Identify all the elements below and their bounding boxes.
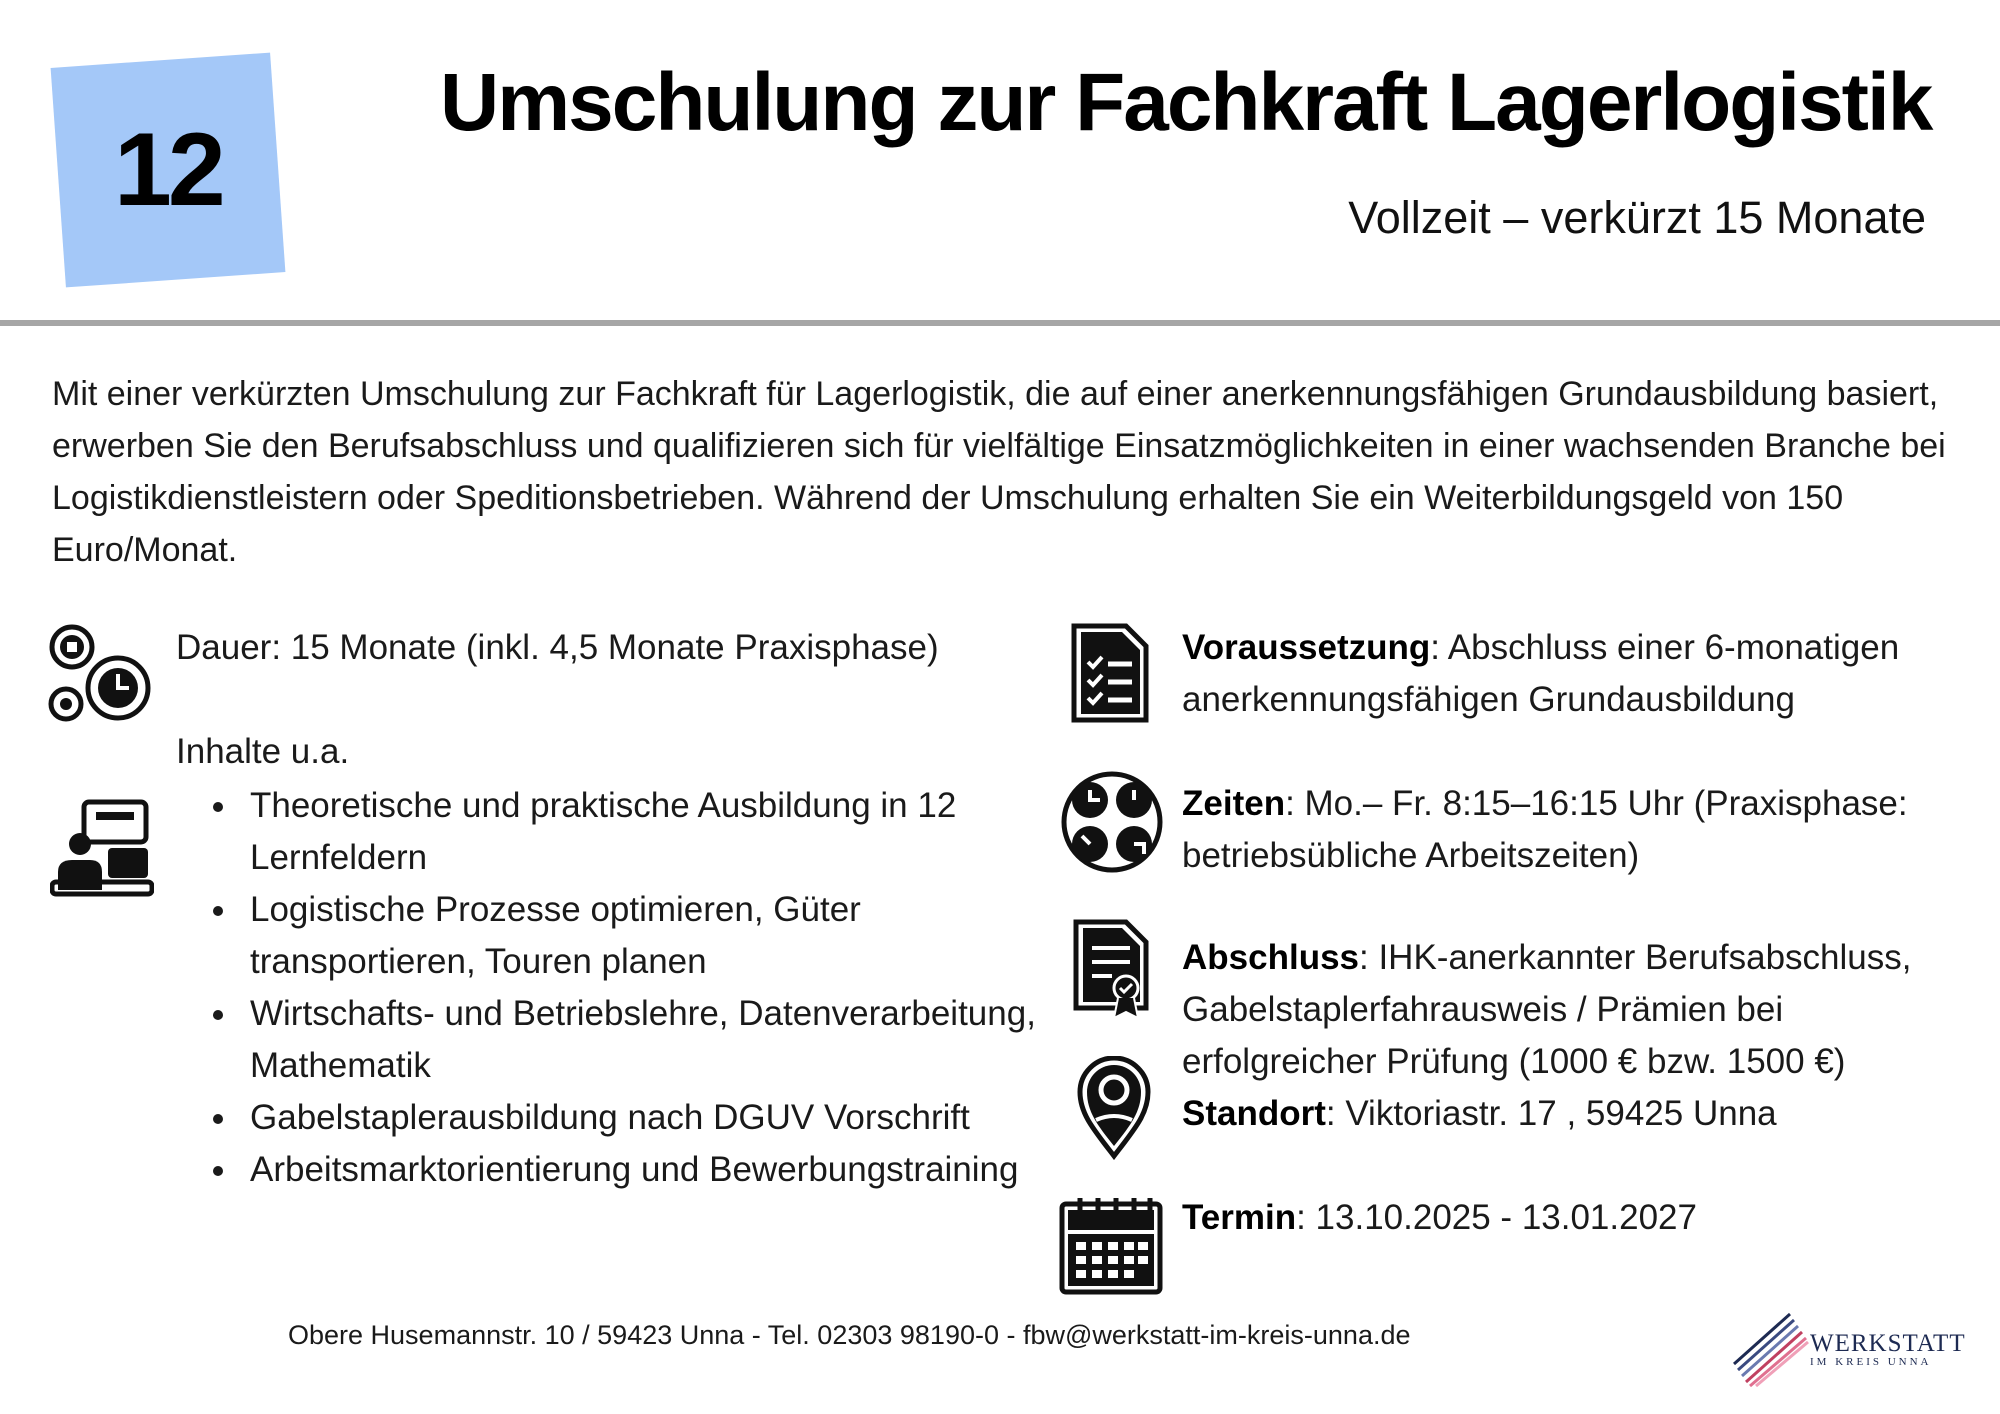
zeiten-text: : Mo.– Fr. 8:15–16:15 Uhr (Praxisphase: betriebsübliche Arbeitszeiten): [1182, 784, 1908, 875]
footer-contact: Obere Husemannstr. 10 / 59423 Unna - Tel. 02303 98190-0 - fbw@werkstatt-im-kreis-unna.de: [288, 1320, 1411, 1350]
logo-tagline: IM KREIS UNNA: [1810, 1356, 1932, 1368]
list-item: • Theoretische und praktische Ausbildung in 12 Lernfeldern: [240, 780, 1040, 884]
page-title: Umschulung zur Fachkraft Lagerlogistik: [440, 57, 1932, 148]
list-item: • Gabelstaplerausbildung nach DGUV Vorschrift: [240, 1092, 1040, 1144]
logo-name: WERKSTATT: [1810, 1330, 1966, 1357]
dauer-text: Dauer: 15 Monate (inkl. 4,5 Monate Praxisphase): [176, 628, 939, 667]
classroom-icon: [50, 798, 154, 898]
zeiten-block: [1182, 778, 1962, 882]
voraussetzung-text: : Abschluss einer 6-monatigen anerkennungsfähigen Grundausbildung: [1182, 628, 1900, 719]
termin-label: Termin: [1182, 1198, 1297, 1237]
abschluss-label: Abschluss: [1182, 938, 1359, 977]
location-pin-icon: [1076, 1056, 1152, 1160]
logo-text: [1810, 1330, 1966, 1368]
zeiten-label: Zeiten: [1182, 784, 1286, 823]
number-badge: [51, 53, 286, 288]
abschluss-block: [1182, 932, 1962, 1088]
list-item: • Logistische Prozesse optimieren, Güter transportieren, Touren planen: [240, 884, 1040, 988]
certificate-icon: [1072, 918, 1152, 1022]
inhalte-list: [196, 780, 1040, 1196]
gears-clock-icon: [48, 622, 154, 726]
standort-text: : Viktoriastr. 17 , 59425 Unna: [1325, 1094, 1777, 1133]
list-item: • Wirtschafts- und Betriebslehre, Datenverarbeitung, Mathematik: [240, 988, 1040, 1092]
voraussetzung-block: [1182, 622, 1962, 726]
termin-text: : 13.10.2025 - 13.01.2027: [1296, 1198, 1697, 1237]
abschluss-text: : IHK-anerkannter Berufsabschluss, Gabelstaplerfahrausweis / Prämien bei erfolgreicher Prüfung (1000 € bzw. 1500 €): [1182, 938, 1912, 1081]
standort-label: Standort: [1182, 1094, 1326, 1133]
voraussetzung-label: Voraussetzung: [1182, 628, 1431, 667]
header-divider: [0, 320, 2000, 326]
list-item: • Arbeitsmarktorientierung und Bewerbungstraining: [240, 1144, 1040, 1196]
termin-block: [1182, 1192, 1962, 1244]
clocks-icon: [1060, 770, 1164, 874]
standort-block: [1182, 1088, 1962, 1140]
checklist-icon: [1068, 622, 1152, 724]
badge-number: 12: [114, 111, 222, 228]
inhalte-label: Inhalte u.a.: [176, 732, 350, 771]
calendar-icon: [1058, 1194, 1164, 1296]
intro-paragraph: Mit einer verkürzten Umschulung zur Fachkraft für Lagerlogistik, die auf einer anerkennungsfähigen Grundausbildung basiert, erwerben Sie den Berufsabschluss und qualifizieren sich für vielfältige Einsatzmöglichkeiten in einer wachsenden Branche bei Logistikdienstleistern oder Speditionsbetrieben. Während der Umschulung erhalten Sie ein Weiterbildungsgeld von 150 Euro/Monat.: [52, 375, 1946, 569]
page-subtitle: Vollzeit – verkürzt 15 Monate: [1348, 192, 1926, 243]
